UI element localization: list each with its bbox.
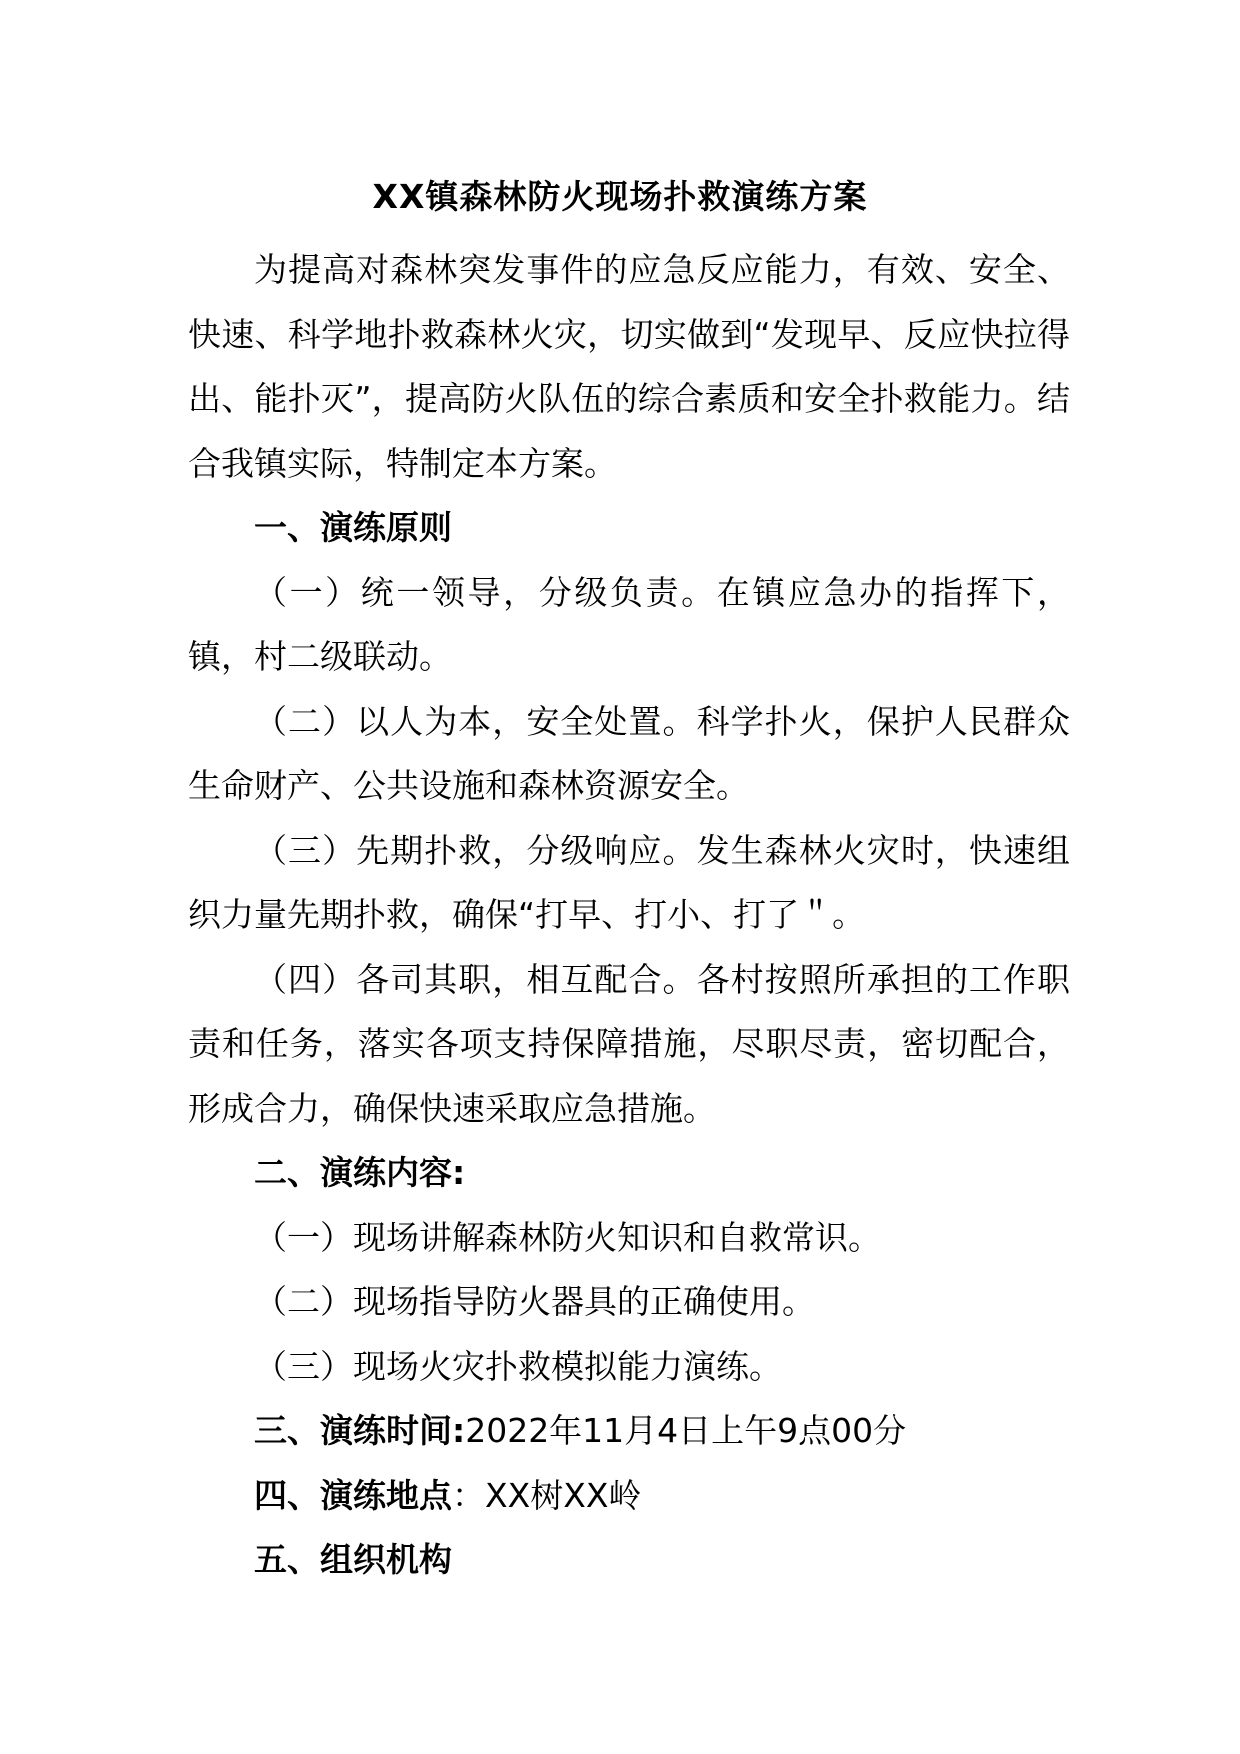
section-2-item-1: （一）现场讲解森林防火知识和自救常识。 — [254, 1217, 881, 1257]
drill-time-value: 2022年11月4日上午9点00分 — [465, 1411, 907, 1450]
section-1-item-3: （三）先期扑救，分级响应。发生森林火灾时，快速组织力量先期扑救，确保“打早、打小、打了＂。 — [188, 830, 1070, 934]
section-2-item-2: （二）现场指导防火器具的正确使用。 — [254, 1282, 815, 1321]
intro-paragraph: 为提高对森林突发事件的应急反应能力，有效、安全、快速、科学地扑救森林火灾，切实做到“发现早、反应快拉得出、能扑灭”，提高防火队伍的综合素质和安全扑救能力。结合我镇实际，特制定本方案。 — [188, 250, 1070, 483]
section-4-line — [188, 1464, 1070, 1529]
drill-location-value: ：XX树XX岭 — [452, 1475, 642, 1515]
document-body — [188, 238, 1070, 1593]
section-1-heading: 一、演练原则 — [254, 508, 452, 547]
section-2-heading: 二、演练内容: — [254, 1153, 466, 1192]
section-2-item-3: （三）现场火灾扑救模拟能力演练。 — [254, 1346, 782, 1386]
section-3-line — [188, 1399, 1070, 1464]
document-title: XX镇森林防火现场扑救演练方案 — [372, 177, 868, 216]
section-3-heading: 三、演练时间: — [254, 1411, 466, 1450]
section-1-item-1: （一）统一领导，分级负责。在镇应急办的指挥下，镇，村二级联动。 — [188, 572, 1070, 676]
section-1-item-2: （二）以人为本，安全处置。科学扑火，保护人民群众生命财产、公共设施和森林资源安全。 — [188, 701, 1070, 805]
section-4-heading: 四、演练地点 — [254, 1475, 452, 1515]
section-1-item-4: （四）各司其职，相互配合。各村按照所承担的工作职责和任务，落实各项支持保障措施，尽职尽责，密切配合，形成合力，确保快速采取应急措施。 — [188, 959, 1070, 1128]
section-5-heading: 五、组织机构 — [254, 1540, 452, 1579]
